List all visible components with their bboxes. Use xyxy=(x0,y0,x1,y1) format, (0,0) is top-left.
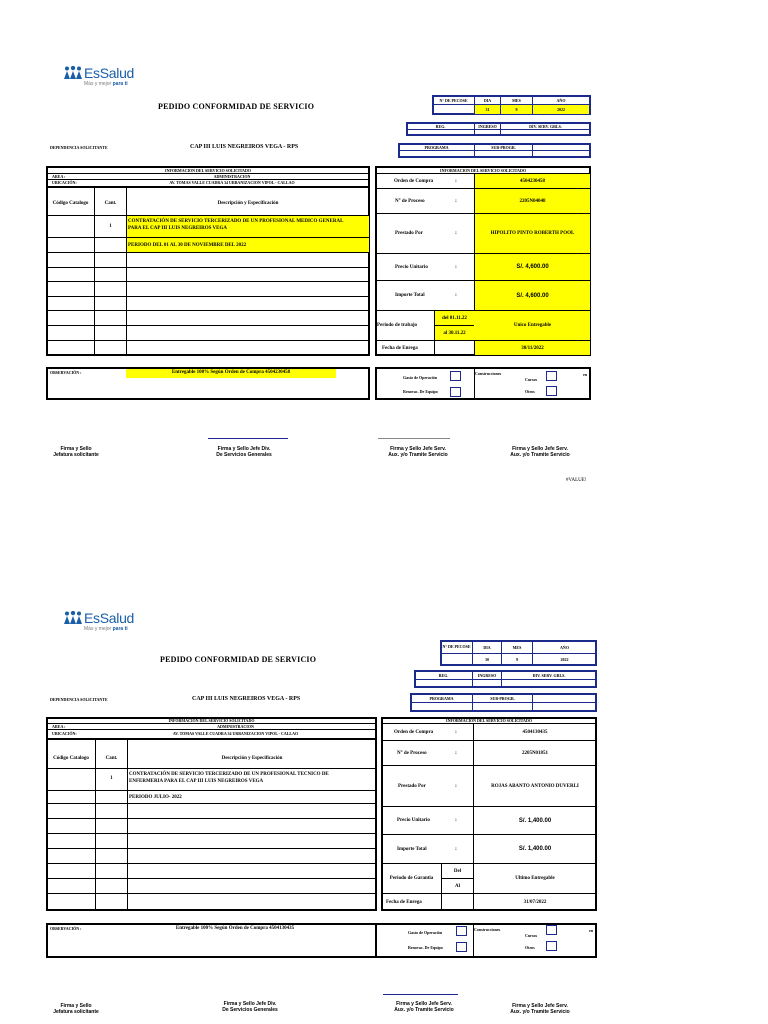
obs-label: OBSERVACIÓN : xyxy=(50,926,82,931)
constr-label: Construcciones xyxy=(474,927,501,932)
periodo-value: Unico Entregable xyxy=(513,323,552,328)
cursos-checkbox[interactable] xyxy=(546,371,557,381)
pecose-header: N° DE PECOSE xyxy=(442,644,471,649)
dia-value: 31 xyxy=(485,107,490,112)
entrega-value: 30/11/2022 xyxy=(521,345,544,351)
dia-value: 30 xyxy=(485,657,489,662)
gasto-checkbox[interactable] xyxy=(450,371,461,381)
mes-header: MES xyxy=(512,97,521,103)
ubicacion-value: AV. TOMAS VALLE CUADRA 34 URBANIZACION VIPOL - CALLAO xyxy=(169,180,295,185)
logo-text: EsSalud xyxy=(84,65,135,81)
family-icon xyxy=(63,611,83,625)
obs-value: Entregable 100% Según Orden de Compra 4504230458 xyxy=(171,370,291,375)
dependencia-value: CAP III LUIS NEGREIROS VEGA - RPS xyxy=(192,696,301,702)
signature-jefatura: Firma y Sello Jefatura solicitante xyxy=(53,446,99,458)
proceso-colon: : xyxy=(455,198,457,204)
right-header: INFORMACION DEL SERVICIO SOLICITADO xyxy=(440,167,526,173)
prestado-value: HIPOLITO PINTO ROBERTH POOL xyxy=(490,231,575,236)
orden-value: 4504130435 xyxy=(522,729,548,735)
anio-value: 2022 xyxy=(560,657,569,662)
precio-colon: : xyxy=(455,264,457,270)
reg-header: REG. xyxy=(438,672,449,678)
area-label: AREA : xyxy=(52,724,66,729)
importe-label: Importe Total xyxy=(395,293,425,298)
obs-value: Entregable 100% Según Orden de Compra 4504130435 xyxy=(175,925,295,931)
anio-value: 2022 xyxy=(557,107,565,112)
left-header: INFORMACION DEL SERVICIO SOLICITADO xyxy=(168,718,255,723)
proceso-label: N° de Proceso xyxy=(395,198,425,204)
area-value: ADMINISTRACION xyxy=(217,723,254,729)
dia-header: DIA xyxy=(483,644,491,650)
item-description: CONTRATACIÓN DE SERVICIO TERCERIZADO DE UN PROFESIONAL TECNICO DE ENFERMERIA PARA EL CAP III LUIS NEGREIROS VEGA xyxy=(129,772,329,784)
family-icon xyxy=(63,66,83,80)
col-catalogo: Código Catalogo xyxy=(53,755,89,761)
value-error: #VALUE! xyxy=(566,478,587,483)
otros-checkbox[interactable] xyxy=(546,386,557,396)
subprog-header: SUB-PROGR. xyxy=(490,695,515,701)
entrega-label: Fecha de Enrega xyxy=(386,899,422,905)
precio-label: Precio Unitario xyxy=(395,264,428,270)
importe-label: Importe Total xyxy=(397,846,427,852)
importe-colon: : xyxy=(455,293,457,298)
mes-header: MES xyxy=(512,644,522,650)
signature-jefe-div: Firma y Sello Jefe Div. De Servicios Generales xyxy=(216,446,272,458)
col-cant: Cant. xyxy=(104,200,117,206)
div-header: DIV. SERV. GRLS. xyxy=(529,123,562,129)
signature-jefe-serv: Firma y Sello Jefe Serv. Aux. y/o Tramite Servicio xyxy=(394,1001,454,1013)
en-label: en xyxy=(589,928,593,933)
item-cant: 1 xyxy=(110,775,113,781)
essalud-logo xyxy=(63,66,134,87)
form-title: PEDIDO CONFORMIDAD DE SERVICIO xyxy=(160,655,317,664)
pecose-header: N° DE PECOSE xyxy=(439,97,468,103)
importe-value: S/. 1,400.00 xyxy=(518,846,552,852)
col-desc: Descripción y Especificación xyxy=(217,200,279,206)
signature-jefatura: Firma y Sello Jefatura solicitante xyxy=(53,1003,99,1015)
periodo-del: Del xyxy=(453,868,462,874)
anio-header: AÑO xyxy=(556,97,566,103)
orden-colon: : xyxy=(455,178,457,184)
dependencia-value: CAP III LUIS NEGREIROS VEGA - RPS xyxy=(190,144,299,150)
ubicacion-value: AV. TOMAS VALLE CUADRA 34 URBANIZACION VIPOL - CALLAO xyxy=(172,730,299,736)
periodo-al: al 30.11.22 xyxy=(443,330,466,336)
item-periodo: PERIODO JULIO- 2022 xyxy=(129,794,182,800)
periodo-label: Periodo de trabajo xyxy=(377,323,417,328)
ubicacion-label: UBICACIÓN: xyxy=(52,180,77,185)
periodo-del: del 01.11.22 xyxy=(442,315,467,321)
entrega-value: 31/07/2022 xyxy=(523,899,547,905)
precio-colon: : xyxy=(455,818,457,823)
importe-colon: : xyxy=(455,846,457,852)
signature-jefe-serv: Firma y Sello Jefe Serv. Aux. y/o Tramite Servicio xyxy=(388,446,448,458)
prestado-label: Prestado Por xyxy=(398,783,426,789)
reg-header: REG. xyxy=(435,123,446,129)
constr-label: Construcciones xyxy=(475,371,502,376)
importe-value: S/. 4,600.00 xyxy=(516,292,549,299)
item-periodo: PERIODO DEL 01 AL 30 DE NOVIEMBRE DEL 2022 xyxy=(128,242,247,248)
cursos-checkbox[interactable] xyxy=(546,925,557,935)
renov-label: Renovac. De Equipo xyxy=(408,945,443,950)
orden-colon: : xyxy=(455,729,457,735)
mes-value: 9 xyxy=(515,107,518,112)
gasto-checkbox[interactable] xyxy=(456,926,467,936)
mes-value: 9 xyxy=(516,657,518,662)
proceso-value: 2205N04048 xyxy=(519,198,546,204)
left-header: INFORMACION DEL SERVICIO SOLICITADO xyxy=(165,167,251,173)
otros-checkbox[interactable] xyxy=(546,941,557,951)
prestado-value: ROJAS ABANTO ANTONIO DUVERLI xyxy=(491,783,579,789)
renov-checkbox[interactable] xyxy=(450,387,461,397)
item-description: CONTRATACIÓN DE SERVICIO TERCERIZADO DE UN PROFESIONAL MEDICO GENERAL PARA EL CAP III LUIS NEGREIROS VEGA xyxy=(128,219,344,231)
prestado-colon: : xyxy=(455,231,457,236)
signature-jefe-serv-2: Firma y Sello Jefe Serv. Aux. y/o Tramite Servicio xyxy=(510,446,570,458)
col-desc: Descripción y Especificación xyxy=(221,755,283,761)
proceso-colon: : xyxy=(455,750,457,756)
col-cant: Cant. xyxy=(105,755,118,761)
logo-text: EsSalud xyxy=(84,610,135,626)
anio-header: AÑO xyxy=(560,644,569,650)
precio-value: S/. 1,400.00 xyxy=(518,817,552,824)
col-catalogo: Código Catalogo xyxy=(52,200,89,206)
periodo-value: Ultimo Entregable xyxy=(515,876,555,881)
area-value: ADMINISTRACION xyxy=(213,173,251,179)
entrega-label: Fecha de Enrega xyxy=(382,345,418,351)
ingreso-header: INGRESO xyxy=(478,123,497,129)
logo-tagline: Más y mejor para ti xyxy=(84,626,128,632)
div-header: DIV. SERV. GRLS. xyxy=(532,672,566,678)
signature-jefe-div: Firma y Sello Jefe Div. De Servicios Generales xyxy=(222,1001,278,1013)
gasto-label: Gasto de Operación xyxy=(408,930,442,935)
dependencia-label: DEPENDENCIA SOLICITANTE xyxy=(50,145,108,150)
orden-label: Orden de Compra xyxy=(394,178,434,184)
prestado-label: Prestado Por xyxy=(395,231,423,236)
form-title: PEDIDO CONFORMIDAD DE SERVICIO xyxy=(158,102,315,111)
item-cant: 1 xyxy=(109,224,112,229)
right-header: INFORMACION DEL SERVICIO SOLICITADO xyxy=(446,718,532,723)
ingreso-header: INGRESO xyxy=(477,672,497,678)
proceso-label: N° de Proceso xyxy=(397,750,427,756)
ubicacion-label: UBICACIÓN: xyxy=(52,731,77,736)
proceso-value: 2205N01851 xyxy=(521,750,549,756)
otros-label: Otros xyxy=(525,389,535,394)
dependencia-label: DEPENDENCIA SOLICITANTE xyxy=(50,697,108,702)
gasto-label: Gasto de Operación xyxy=(403,375,437,380)
prestado-colon: : xyxy=(455,783,457,789)
cursos-label: Cursos xyxy=(525,377,538,382)
obs-label: OBSERVACIÓN : xyxy=(50,370,82,375)
renov-checkbox[interactable] xyxy=(456,942,467,952)
essalud-logo xyxy=(63,611,134,632)
dia-header: DIA xyxy=(483,97,492,103)
orden-label: Orden de Compra xyxy=(394,729,434,735)
area-label: AREA : xyxy=(52,174,66,179)
logo-tagline: Más y mejor para ti xyxy=(84,81,128,87)
periodo-al: Al xyxy=(455,883,460,889)
precio-label: Precio Unitario xyxy=(397,818,430,823)
otros-label: Otros xyxy=(525,945,535,950)
periodo-label: Periodo de Garantia xyxy=(389,876,434,881)
en-label: en xyxy=(583,372,587,377)
orden-value: 4504230458 xyxy=(520,178,545,184)
cursos-label: Cursos xyxy=(525,933,538,938)
signature-jefe-serv-2: Firma y Sello Jefe Serv. Aux. y/o Tramite Servicio xyxy=(510,1003,570,1015)
renov-label: Renovac. De Equipo xyxy=(403,389,438,394)
programa-header: PROGRAMA xyxy=(429,695,454,701)
precio-value: S/. 4,600.00 xyxy=(516,264,549,270)
programa-header: PROGRAMA xyxy=(424,144,449,150)
subprog-header: SUB-PROGR. xyxy=(491,144,516,150)
